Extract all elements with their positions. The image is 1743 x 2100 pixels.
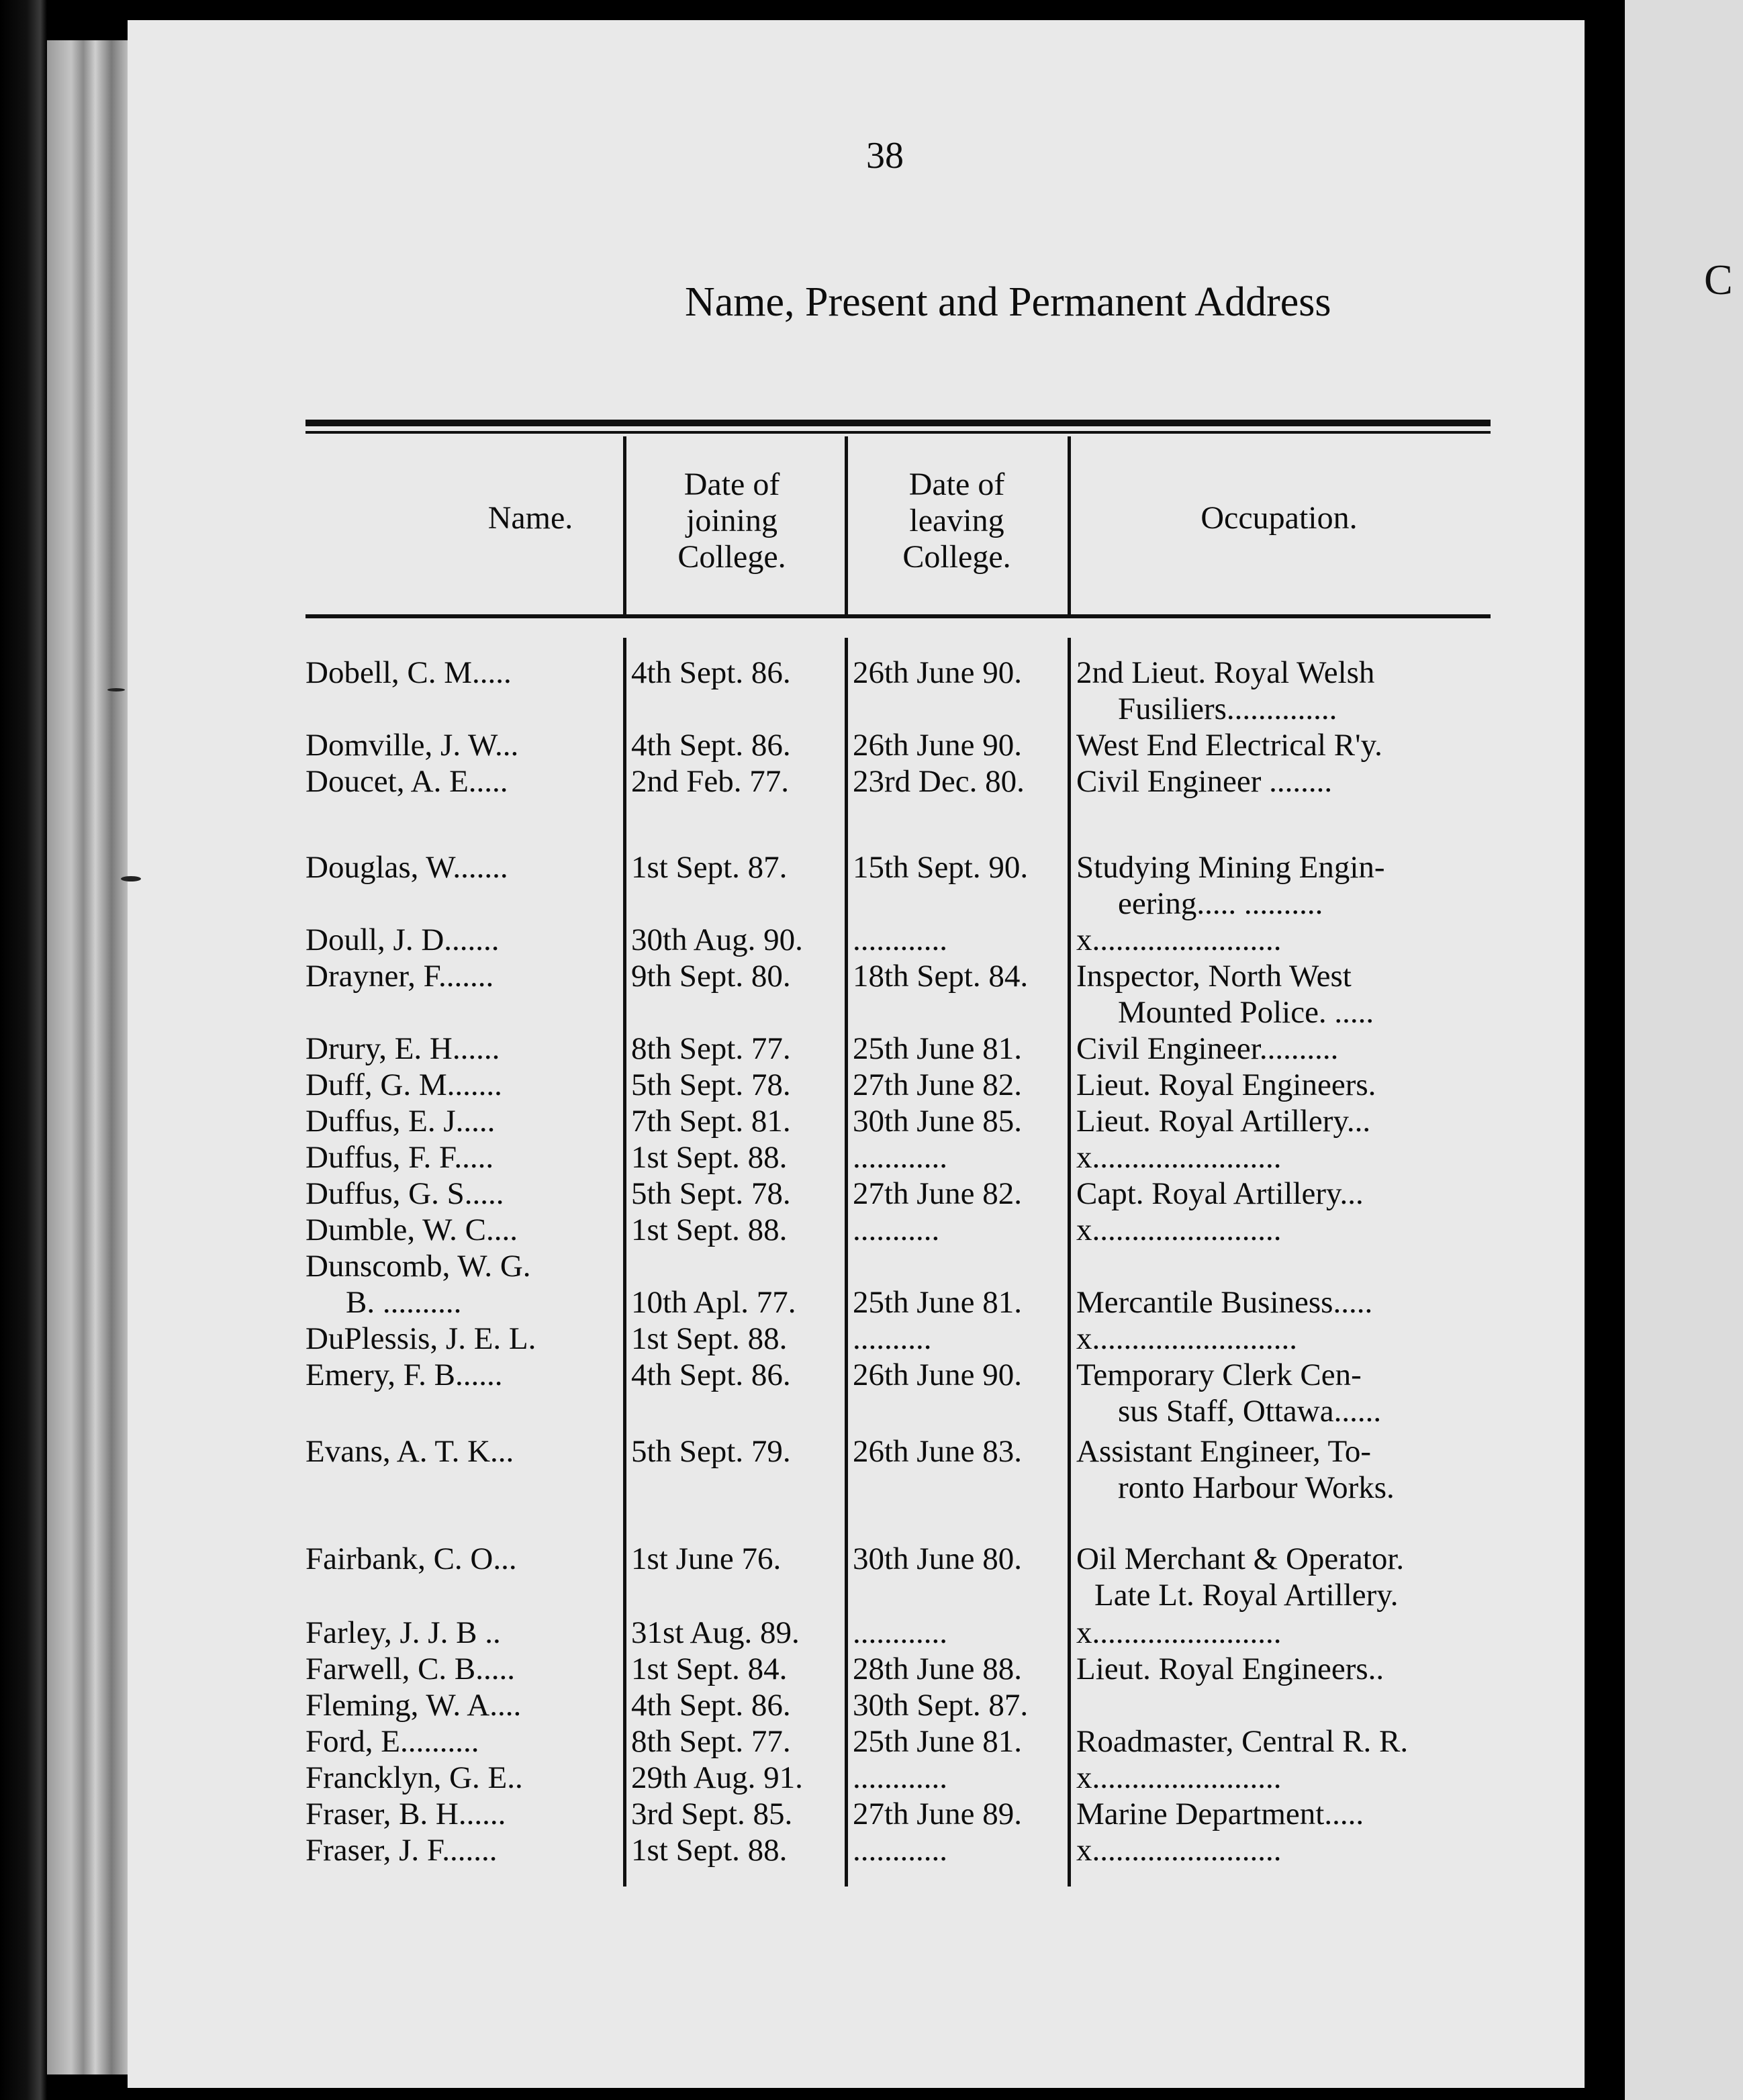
name-cell: Francklyn, G. E..: [305, 1760, 523, 1795]
leaving-date-cell: 30th June 85.: [853, 1104, 1022, 1139]
occupation-cell: x........................: [1076, 922, 1282, 957]
column-header-joining: [624, 467, 839, 575]
table-row: [128, 655, 1585, 691]
table-row: [128, 1832, 1585, 1868]
table-row: [128, 1067, 1585, 1103]
top-rule-thin: [305, 431, 1491, 434]
joining-date-cell: 3rd Sept. 85.: [631, 1797, 793, 1831]
name-cell: Dunscomb, W. G.: [305, 1249, 531, 1284]
table-row: [128, 958, 1585, 994]
name-cell: Fraser, B. H......: [305, 1797, 506, 1831]
page-number: 38: [866, 135, 904, 177]
name-cell: Doucet, A. E.....: [305, 764, 508, 799]
table-row: [128, 1687, 1585, 1723]
leaving-date-cell: 18th Sept. 84.: [853, 959, 1029, 994]
leaving-date-cell: 28th June 88.: [853, 1652, 1022, 1686]
column-divider: [1068, 436, 1071, 614]
joining-date-cell: 1st Sept. 88.: [631, 1833, 788, 1868]
joining-date-cell: 29th Aug. 91.: [631, 1760, 803, 1795]
name-cell: Drury, E. H......: [305, 1031, 500, 1066]
table-row: [128, 1433, 1585, 1470]
occupation-cell: Civil Engineer ........: [1076, 764, 1333, 799]
joining-date-cell: 4th Sept. 86.: [631, 1688, 791, 1723]
leaving-date-cell: 15th Sept. 90.: [853, 850, 1029, 885]
occupation-cell: x........................: [1076, 1615, 1282, 1650]
leaving-date-cell: ............: [853, 1833, 947, 1868]
name-cell: Duff, G. M.......: [305, 1067, 502, 1102]
table-row: [128, 1176, 1585, 1212]
occupation-continuation: ronto Harbour Works.: [1118, 1470, 1395, 1505]
joining-date-cell: 1st Sept. 88.: [631, 1212, 788, 1247]
name-cell: Duffus, F. F.....: [305, 1140, 494, 1175]
joining-date-cell: 10th Apl. 77.: [631, 1285, 796, 1320]
column-header-joining-line-1: Date of: [684, 467, 780, 502]
joining-date-cell: 5th Sept. 78.: [631, 1176, 791, 1211]
name-cell: Dobell, C. M.....: [305, 655, 512, 690]
table-row: [128, 1103, 1585, 1139]
name-cell: Evans, A. T. K...: [305, 1434, 514, 1469]
name-cell: Doull, J. D.......: [305, 922, 500, 957]
table-row: [128, 922, 1585, 958]
table-row: [128, 1796, 1585, 1832]
occupation-cell: x........................: [1076, 1140, 1282, 1175]
leaving-date-cell: ...........: [853, 1212, 940, 1247]
joining-date-cell: 4th Sept. 86.: [631, 728, 791, 763]
joining-date-cell: 4th Sept. 86.: [631, 1357, 791, 1392]
column-header-occupation: Occupation.: [1200, 500, 1358, 536]
occupation-cell: x........................: [1076, 1760, 1282, 1795]
joining-date-cell: 8th Sept. 77.: [631, 1724, 791, 1759]
name-cell: Farwell, C. B.....: [305, 1652, 516, 1686]
occupation-cell: Civil Engineer..........: [1076, 1031, 1339, 1066]
joining-date-cell: 4th Sept. 86.: [631, 655, 791, 690]
name-continuation: B. ..........: [346, 1285, 462, 1320]
occupation-cell: Lieut. Royal Artillery...: [1076, 1104, 1371, 1139]
table-row: [128, 1723, 1585, 1760]
leaving-date-cell: 25th June 81.: [853, 1031, 1022, 1066]
occupation-cell: Temporary Clerk Cen-: [1076, 1357, 1362, 1392]
table-row: [128, 849, 1585, 886]
leaving-date-cell: ..........: [853, 1321, 932, 1356]
table-row: [128, 1284, 1585, 1321]
scan-border-left: [0, 0, 47, 2100]
occupation-cell: Oil Merchant & Operator.: [1076, 1541, 1405, 1576]
table-row: [128, 1541, 1585, 1577]
column-header-joining-line-3: College.: [677, 539, 786, 575]
leaving-date-cell: 27th June 82.: [853, 1067, 1022, 1102]
name-cell: Farley, J. J. B ..: [305, 1615, 501, 1650]
name-cell: Domville, J. W...: [305, 728, 519, 763]
column-header-leaving-line-2: leaving: [909, 503, 1004, 538]
joining-date-cell: 2nd Feb. 77.: [631, 764, 789, 799]
column-header-joining-line-2: joining: [686, 503, 778, 538]
occupation-cell: Roadmaster, Central R. R.: [1076, 1724, 1409, 1759]
table-row: [128, 1248, 1585, 1284]
table-row: [128, 1139, 1585, 1176]
joining-date-cell: 7th Sept. 81.: [631, 1104, 791, 1139]
name-cell: DuPlessis, J. E. L.: [305, 1321, 536, 1356]
leaving-date-cell: 25th June 81.: [853, 1285, 1022, 1320]
joining-date-cell: 1st June 76.: [631, 1541, 782, 1576]
table-row: [128, 763, 1585, 800]
occupation-cell: x........................: [1076, 1833, 1282, 1868]
joining-date-cell: 30th Aug. 90.: [631, 922, 803, 957]
name-cell: Duffus, G. S.....: [305, 1176, 504, 1211]
occupation-continuation: Mounted Police. .....: [1118, 995, 1374, 1030]
occupation-cell: Lieut. Royal Engineers.: [1076, 1067, 1376, 1102]
occupation-continuation: Fusiliers..............: [1118, 691, 1337, 726]
table-row: [128, 1760, 1585, 1796]
joining-date-cell: 1st Sept. 88.: [631, 1321, 788, 1356]
leaving-date-cell: 27th June 89.: [853, 1797, 1022, 1831]
leaving-date-cell: 25th June 81.: [853, 1724, 1022, 1759]
name-cell: Duffus, E. J.....: [305, 1104, 496, 1139]
occupation-cell: x..........................: [1076, 1321, 1297, 1356]
column-header-leaving-line-1: Date of: [908, 467, 1005, 502]
adjacent-page-glyph: C: [1704, 256, 1733, 303]
column-header-leaving-line-3: College.: [902, 539, 1011, 575]
table-row: [128, 1651, 1585, 1687]
leaving-date-cell: 30th June 80.: [853, 1541, 1022, 1576]
name-cell: Fleming, W. A....: [305, 1688, 522, 1723]
occupation-cell: Capt. Royal Artillery...: [1076, 1176, 1364, 1211]
joining-date-cell: 1st Sept. 88.: [631, 1140, 788, 1175]
name-cell: Ford, E..........: [305, 1724, 479, 1759]
table-row: [128, 1357, 1585, 1393]
adjacent-page-edge: [1625, 0, 1743, 2100]
document-page: [128, 20, 1585, 2088]
name-cell: Fairbank, C. O...: [305, 1541, 517, 1576]
occupation-continuation: sus Staff, Ottawa......: [1118, 1394, 1382, 1429]
table-row: [128, 1031, 1585, 1067]
occupation-cell: West End Electrical R'y.: [1076, 728, 1382, 763]
name-cell: Dumble, W. C....: [305, 1212, 518, 1247]
leaving-date-cell: 27th June 82.: [853, 1176, 1022, 1211]
right-gutter: [1585, 0, 1625, 2100]
name-cell: Drayner, F.......: [305, 959, 494, 994]
joining-date-cell: 31st Aug. 89.: [631, 1615, 800, 1650]
occupation-cell: Inspector, North West: [1076, 959, 1352, 994]
scan-mark: [107, 688, 125, 691]
joining-date-cell: 8th Sept. 77.: [631, 1031, 791, 1066]
occupation-cell: Lieut. Royal Engineers..: [1076, 1652, 1384, 1686]
occupation-cell: Marine Department.....: [1076, 1797, 1364, 1831]
page-edge-strip: [47, 40, 128, 2074]
column-header-leaving: [846, 467, 1068, 575]
occupation-continuation: Late Lt. Royal Artillery.: [1094, 1578, 1399, 1613]
leaving-date-cell: ............: [853, 1760, 947, 1795]
table-row: [128, 1615, 1585, 1651]
joining-date-cell: 9th Sept. 80.: [631, 959, 791, 994]
joining-date-cell: 5th Sept. 78.: [631, 1067, 791, 1102]
scan-mark: [121, 876, 141, 881]
top-rule: [305, 420, 1491, 426]
leaving-date-cell: 30th Sept. 87.: [853, 1688, 1029, 1723]
name-cell: Fraser, J. F.......: [305, 1833, 498, 1868]
leaving-date-cell: 26th June 90.: [853, 728, 1022, 763]
leaving-date-cell: 26th June 83.: [853, 1434, 1022, 1469]
joining-date-cell: 1st Sept. 87.: [631, 850, 788, 885]
header-rule: [305, 614, 1491, 618]
column-divider: [845, 436, 848, 614]
column-divider: [623, 436, 626, 614]
page-heading: Name, Present and Permanent Address: [685, 279, 1331, 325]
name-cell: Emery, F. B......: [305, 1357, 503, 1392]
table-row: [128, 1321, 1585, 1357]
table-row: [128, 1212, 1585, 1248]
occupation-cell: Mercantile Business.....: [1076, 1285, 1373, 1320]
leaving-date-cell: ............: [853, 922, 947, 957]
leaving-date-cell: 26th June 90.: [853, 655, 1022, 690]
occupation-cell: x........................: [1076, 1212, 1282, 1247]
joining-date-cell: 1st Sept. 84.: [631, 1652, 788, 1686]
joining-date-cell: 5th Sept. 79.: [631, 1434, 791, 1469]
leaving-date-cell: 26th June 90.: [853, 1357, 1022, 1392]
occupation-cell: 2nd Lieut. Royal Welsh: [1076, 655, 1375, 690]
table-row: [128, 727, 1585, 763]
occupation-continuation: eering..... ..........: [1118, 886, 1323, 921]
occupation-cell: Assistant Engineer, To-: [1076, 1434, 1372, 1469]
name-cell: Douglas, W.......: [305, 850, 508, 885]
column-header-name: Name.: [487, 500, 573, 536]
leaving-date-cell: 23rd Dec. 80.: [853, 764, 1025, 799]
leaving-date-cell: ............: [853, 1140, 947, 1175]
occupation-cell: Studying Mining Engin-: [1076, 850, 1385, 885]
leaving-date-cell: ............: [853, 1615, 947, 1650]
